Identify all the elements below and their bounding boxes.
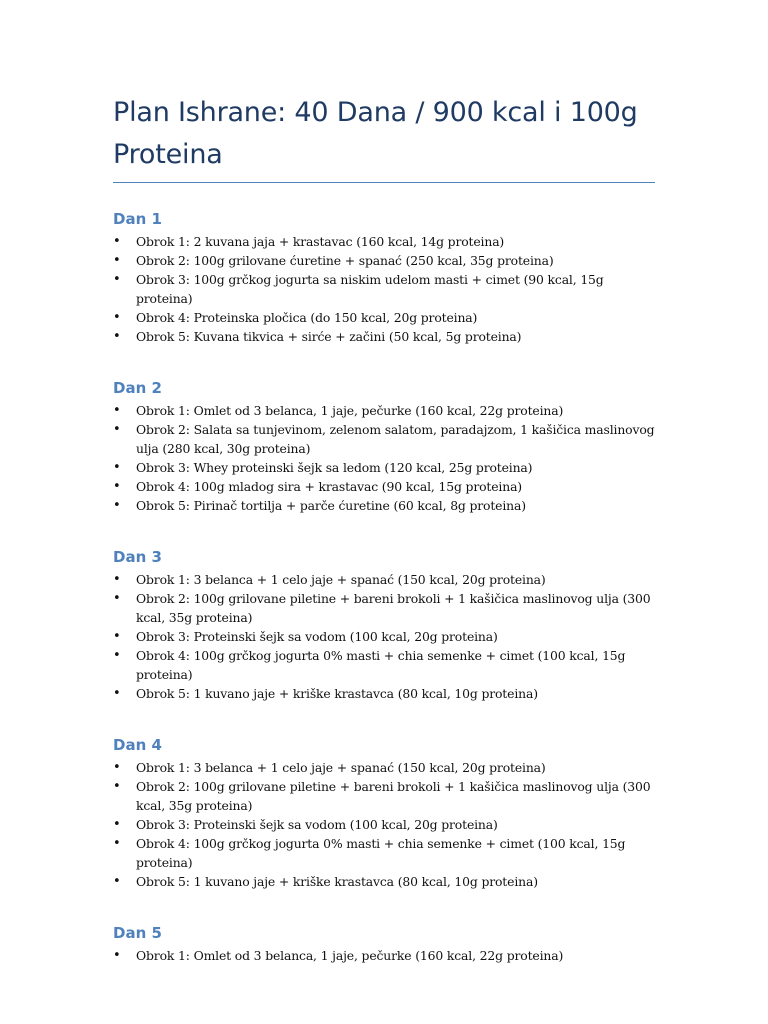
list-item <box>113 420 658 458</box>
list-item <box>113 872 658 891</box>
day-heading: Dan 4 <box>113 736 162 754</box>
meal-text: Obrok 3: Proteinski šejk sa vodom (100 kcal, 20g proteina) <box>136 817 498 832</box>
meal-list <box>113 946 658 965</box>
list-item <box>113 308 658 327</box>
list-item <box>113 327 658 346</box>
meal-text: Obrok 3: 100g grčkog jogurta sa niskim udelom masti + cimet (90 kcal, 15g proteina) <box>136 272 604 306</box>
list-item <box>113 684 658 703</box>
document-title: Plan Ishrane: 40 Dana / 900 kcal i 100g Proteina <box>113 97 638 170</box>
meal-text: Obrok 2: 100g grilovane ćuretine + spanać (250 kcal, 35g proteina) <box>136 253 554 268</box>
bullet-icon: • <box>113 648 121 663</box>
meal-text: Obrok 5: Kuvana tikvica + sirće + začini (50 kcal, 5g proteina) <box>136 329 522 344</box>
bullet-icon: • <box>113 836 121 851</box>
meal-list <box>113 401 658 515</box>
bullet-icon: • <box>113 779 121 794</box>
meal-text: Obrok 4: 100g mladog sira + krastavac (90 kcal, 15g proteina) <box>136 479 522 494</box>
meal-text: Obrok 5: 1 kuvano jaje + kriške krastavca (80 kcal, 10g proteina) <box>136 874 538 889</box>
day-section <box>113 546 658 703</box>
day-heading: Dan 1 <box>113 210 162 228</box>
bullet-icon: • <box>113 460 121 475</box>
day-section <box>113 922 658 965</box>
list-item <box>113 251 658 270</box>
bullet-icon: • <box>113 629 121 644</box>
meal-text: Obrok 3: Proteinski šejk sa vodom (100 kcal, 20g proteina) <box>136 629 498 644</box>
title-divider <box>113 182 655 183</box>
meal-text: Obrok 1: 2 kuvana jaja + krastavac (160 kcal, 14g proteina) <box>136 234 505 249</box>
days-container <box>113 208 658 965</box>
list-item <box>113 458 658 477</box>
meal-text: Obrok 2: Salata sa tunjevinom, zelenom salatom, paradajzom, 1 kašičica maslinovog ulja (280 kcal, 30g proteina) <box>136 422 655 456</box>
meal-text: Obrok 5: Pirinač tortilja + parče ćuretine (60 kcal, 8g proteina) <box>136 498 526 513</box>
day-heading: Dan 5 <box>113 924 162 942</box>
list-item <box>113 777 658 815</box>
day-heading: Dan 2 <box>113 379 162 397</box>
list-item <box>113 627 658 646</box>
list-item <box>113 815 658 834</box>
list-item <box>113 496 658 515</box>
bullet-icon: • <box>113 403 121 418</box>
bullet-icon: • <box>113 817 121 832</box>
meal-list <box>113 232 658 346</box>
day-heading: Dan 3 <box>113 548 162 566</box>
list-item <box>113 270 658 308</box>
meal-list <box>113 570 658 703</box>
list-item <box>113 589 658 627</box>
meal-text: Obrok 2: 100g grilovane piletine + bareni brokoli + 1 kašičica maslinovog ulja (300 kcal, 35g proteina) <box>136 779 651 813</box>
bullet-icon: • <box>113 329 121 344</box>
bullet-icon: • <box>113 234 121 249</box>
day-section <box>113 734 658 891</box>
meal-text: Obrok 4: 100g grčkog jogurta 0% masti + chia semenke + cimet (100 kcal, 15g proteina) <box>136 648 626 682</box>
bullet-icon: • <box>113 498 121 513</box>
meal-text: Obrok 1: 3 belanca + 1 celo jaje + spanać (150 kcal, 20g proteina) <box>136 760 546 775</box>
meal-text: Obrok 5: 1 kuvano jaje + kriške krastavca (80 kcal, 10g proteina) <box>136 686 538 701</box>
list-item <box>113 232 658 251</box>
bullet-icon: • <box>113 760 121 775</box>
bullet-icon: • <box>113 310 121 325</box>
bullet-icon: • <box>113 422 121 437</box>
meal-text: Obrok 3: Whey proteinski šejk sa ledom (120 kcal, 25g proteina) <box>136 460 533 475</box>
meal-list <box>113 758 658 891</box>
list-item <box>113 477 658 496</box>
list-item <box>113 401 658 420</box>
meal-text: Obrok 2: 100g grilovane piletine + bareni brokoli + 1 kašičica maslinovog ulja (300 kcal, 35g proteina) <box>136 591 651 625</box>
meal-text: Obrok 1: 3 belanca + 1 celo jaje + spanać (150 kcal, 20g proteina) <box>136 572 546 587</box>
bullet-icon: • <box>113 686 121 701</box>
bullet-icon: • <box>113 272 121 287</box>
list-item <box>113 946 658 965</box>
document-page <box>113 92 658 965</box>
day-section <box>113 377 658 515</box>
bullet-icon: • <box>113 874 121 889</box>
list-item <box>113 834 658 872</box>
bullet-icon: • <box>113 948 121 963</box>
bullet-icon: • <box>113 572 121 587</box>
day-section <box>113 208 658 346</box>
meal-text: Obrok 1: Omlet od 3 belanca, 1 jaje, pečurke (160 kcal, 22g proteina) <box>136 948 564 963</box>
meal-text: Obrok 1: Omlet od 3 belanca, 1 jaje, pečurke (160 kcal, 22g proteina) <box>136 403 564 418</box>
list-item <box>113 646 658 684</box>
meal-text: Obrok 4: 100g grčkog jogurta 0% masti + chia semenke + cimet (100 kcal, 15g proteina) <box>136 836 626 870</box>
bullet-icon: • <box>113 253 121 268</box>
bullet-icon: • <box>113 591 121 606</box>
meal-text: Obrok 4: Proteinska pločica (do 150 kcal, 20g proteina) <box>136 310 478 325</box>
list-item <box>113 758 658 777</box>
bullet-icon: • <box>113 479 121 494</box>
list-item <box>113 570 658 589</box>
